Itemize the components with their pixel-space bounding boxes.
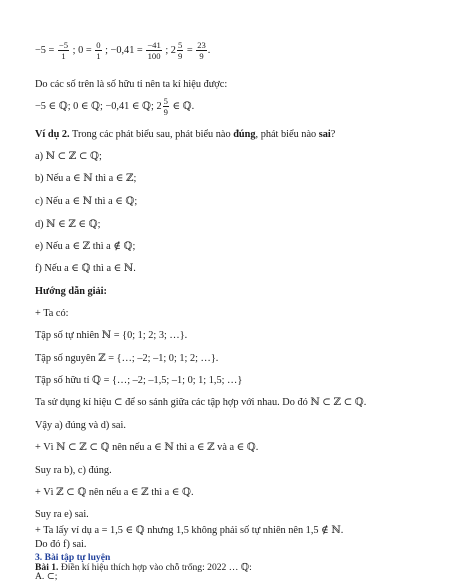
- fraction: [146, 40, 161, 61]
- text: Trong các phát biểu sau, phát biểu nào: [69, 129, 234, 140]
- answer-option: A. ⊂;: [35, 571, 58, 582]
- denominator: 1: [61, 51, 66, 61]
- eq-text: −5 ∈ ℚ; 0 ∈ ℚ; −0,41 ∈ ℚ; 2: [35, 100, 162, 112]
- numerator: −41: [147, 40, 161, 50]
- numerator: 0: [96, 40, 101, 50]
- section-title: 3. Bài tập tự luyện: [35, 552, 111, 563]
- solution-line: Ta sử dụng kí hiệu ⊂ để so sánh giữa các tập hợp với nhau. Do đó ℕ ⊂ ℤ ⊂ ℚ.: [35, 397, 367, 408]
- eq-text: ; 0 =: [72, 44, 92, 56]
- solution-line: Tập số hữu tỉ ℚ = {…; –2; –1,5; –1; 0; 1; 1,5; …}: [35, 375, 243, 386]
- list-item: a) ℕ ⊂ ℤ ⊂ ℚ;: [35, 151, 102, 162]
- exercise-label: Bài 1.: [35, 562, 59, 573]
- numerator: 23: [197, 40, 206, 50]
- text: , phát biểu nào: [255, 129, 319, 140]
- fraction: [163, 96, 169, 117]
- denominator: 1: [96, 51, 101, 61]
- paragraph: Do các số trên là số hữu tỉ nên ta kí hiệu được:: [35, 79, 228, 90]
- eq-text: .: [207, 44, 211, 56]
- equation-fractions: [35, 40, 210, 61]
- eq-text: −5 =: [35, 44, 55, 56]
- example-statement: [35, 128, 335, 141]
- solution-line: + Ta có:: [35, 308, 69, 319]
- solution-line: Tập số tự nhiên ℕ = {0; 1; 2; 3; …}.: [35, 330, 188, 341]
- list-item: f) Nếu a ∈ ℚ thì a ∈ ℕ.: [35, 263, 136, 274]
- emphasis: sai: [318, 129, 331, 140]
- solution-heading: Hướng dẫn giải:: [35, 286, 107, 297]
- list-item: b) Nếu a ∈ ℕ thì a ∈ ℤ;: [35, 173, 137, 184]
- solution-line: + Vì ℕ ⊂ ℤ ⊂ ℚ nên nếu a ∈ ℕ thì a ∈ ℤ và a ∈ ℚ.: [35, 442, 259, 453]
- numerator: 5: [177, 40, 183, 50]
- fraction: [95, 40, 101, 61]
- solution-line: Vậy a) đúng và d) sai.: [35, 420, 126, 431]
- fraction: [58, 40, 69, 61]
- denominator: 9: [177, 51, 183, 61]
- fraction: [196, 40, 207, 61]
- emphasis: đúng: [233, 129, 256, 140]
- solution-line: Suy ra b), c) đúng.: [35, 465, 112, 476]
- solution-line: Suy ra e) sai.: [35, 509, 89, 520]
- eq-text: ; 2: [165, 44, 176, 56]
- denominator: 9: [163, 107, 168, 117]
- solution-line: + Vì ℤ ⊂ ℚ nên nếu a ∈ ℤ thì a ∈ ℚ.: [35, 487, 194, 498]
- text: Điền kí hiệu thích hợp vào chỗ trống: 2022 … ℚ:: [58, 562, 252, 573]
- solution-line: + Ta lấy ví dụ a = 1,5 ∈ ℚ nhưng 1,5 không phải số tự nhiên nên 1,5 ∉ ℕ.: [35, 525, 344, 536]
- solution-line: Do đó f) sai.: [35, 539, 87, 550]
- denominator: 9: [199, 51, 204, 61]
- list-item: d) ℕ ∈ ℤ ∈ ℚ;: [35, 219, 101, 230]
- denominator: 100: [147, 51, 161, 61]
- solution-line: Tập số nguyên ℤ = {…; –2; –1; 0; 1; 2; …}.: [35, 353, 219, 364]
- numerator: −5: [58, 40, 69, 50]
- exercise-statement: [35, 562, 252, 573]
- list-item: e) Nếu a ∈ ℤ thì a ∉ ℚ;: [35, 241, 136, 252]
- eq-text: ; −0,41 =: [105, 44, 143, 56]
- fraction: [177, 40, 183, 61]
- list-item: c) Nếu a ∈ ℕ thì a ∈ ℚ;: [35, 196, 138, 207]
- text: ?: [330, 129, 336, 140]
- numerator: 5: [163, 96, 168, 106]
- example-label: Ví dụ 2.: [35, 129, 70, 140]
- eq-text: ∈ ℚ.: [169, 100, 195, 112]
- eq-text: =: [186, 44, 193, 56]
- equation-membership: [35, 96, 194, 117]
